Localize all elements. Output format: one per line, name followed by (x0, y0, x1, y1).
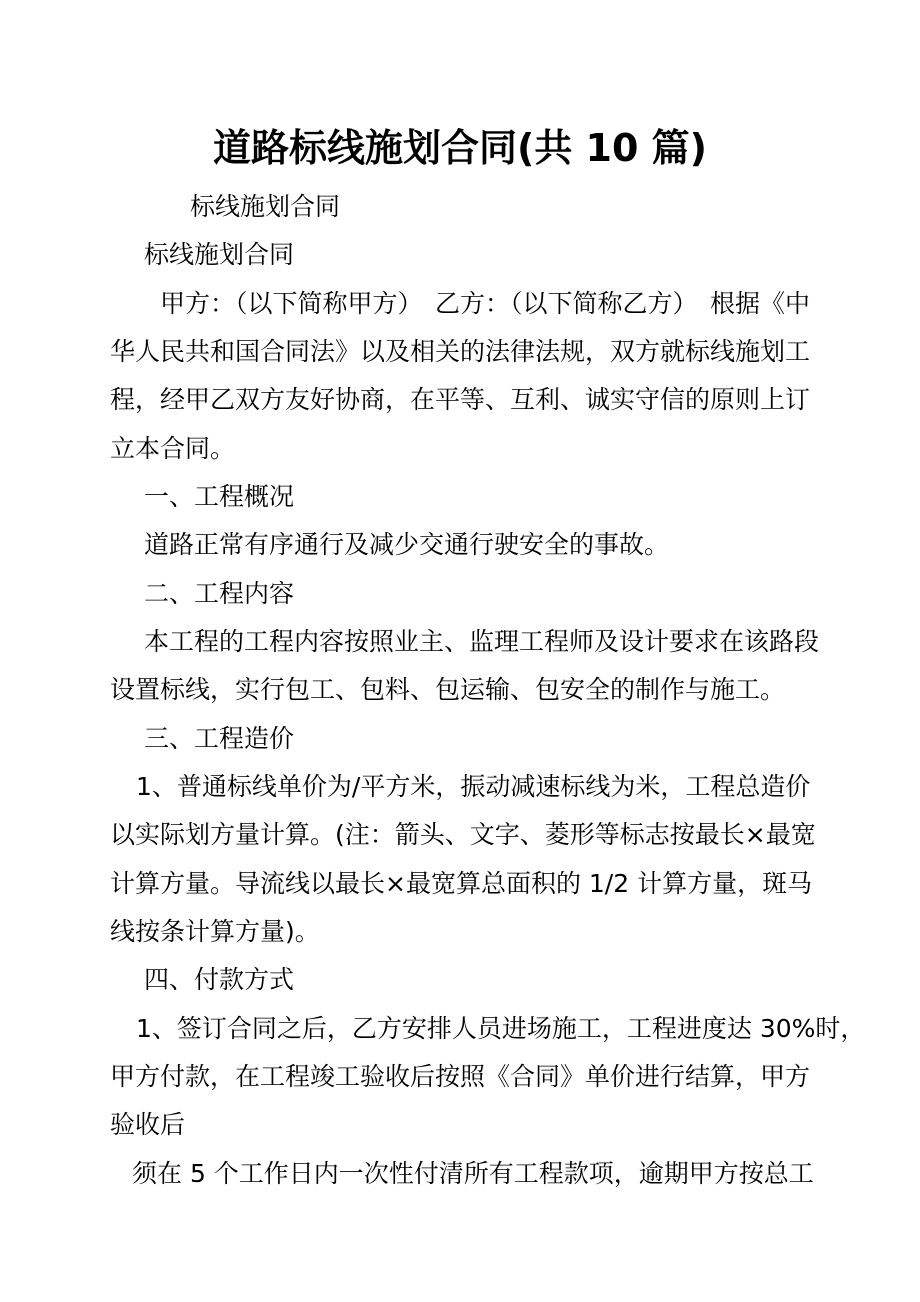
section-heading: 四、付款方式 (144, 965, 295, 994)
paragraph-line: 立本合同。 (110, 434, 236, 463)
paragraph-line: 甲方付款，在工程竣工验收后按照《合同》单价进行结算，甲方 (110, 1062, 811, 1091)
section-heading: 一、工程概况 (144, 482, 295, 511)
paragraph-line: 线按条计算方量)。 (110, 917, 320, 946)
paragraph-line: 以实际划方量计算。(注：箭头、文字、菱形等标志按最长×最宽 (110, 820, 816, 849)
paragraph-line: 甲方：（以下简称甲方） 乙方：（以下简称乙方） 根据《中 (160, 289, 811, 318)
paragraph-line: 计算方量。导流线以最长×最宽算总面积的 1/2 计算方量，斑马 (110, 869, 813, 898)
document-title: 道路标线施划合同(共 10 篇) (212, 126, 708, 170)
paragraph-line: 1、签订合同之后，乙方安排人员进场施工，工程进度达 30%时， (136, 1014, 866, 1043)
paragraph-line: 程，经甲乙双方友好协商，在平等、互利、诚实守信的原则上订 (110, 385, 811, 414)
paragraph-line: 设置标线，实行包工、包料、包运输、包安全的制作与施工。 (110, 675, 786, 704)
paragraph-line: 道路正常有序通行及减少交通行驶安全的事故。 (144, 530, 670, 559)
subtitle: 标线施划合同 (190, 192, 341, 221)
paragraph-line: 本工程的工程内容按照业主、监理工程师及设计要求在该路段 (144, 627, 820, 656)
paragraph-line: 验收后 (110, 1110, 186, 1139)
section-heading: 二、工程内容 (144, 579, 295, 608)
section-heading: 标线施划合同 (144, 240, 295, 269)
section-heading: 三、工程造价 (144, 724, 295, 753)
paragraph-line: 须在 5 个工作日内一次性付清所有工程款项，逾期甲方按总工 (132, 1159, 814, 1188)
paragraph-line: 1、普通标线单价为/平方米，振动减速标线为米，工程总造价 (136, 772, 811, 801)
paragraph-line: 华人民共和国合同法》以及相关的法律法规，双方就标线施划工 (110, 337, 811, 366)
